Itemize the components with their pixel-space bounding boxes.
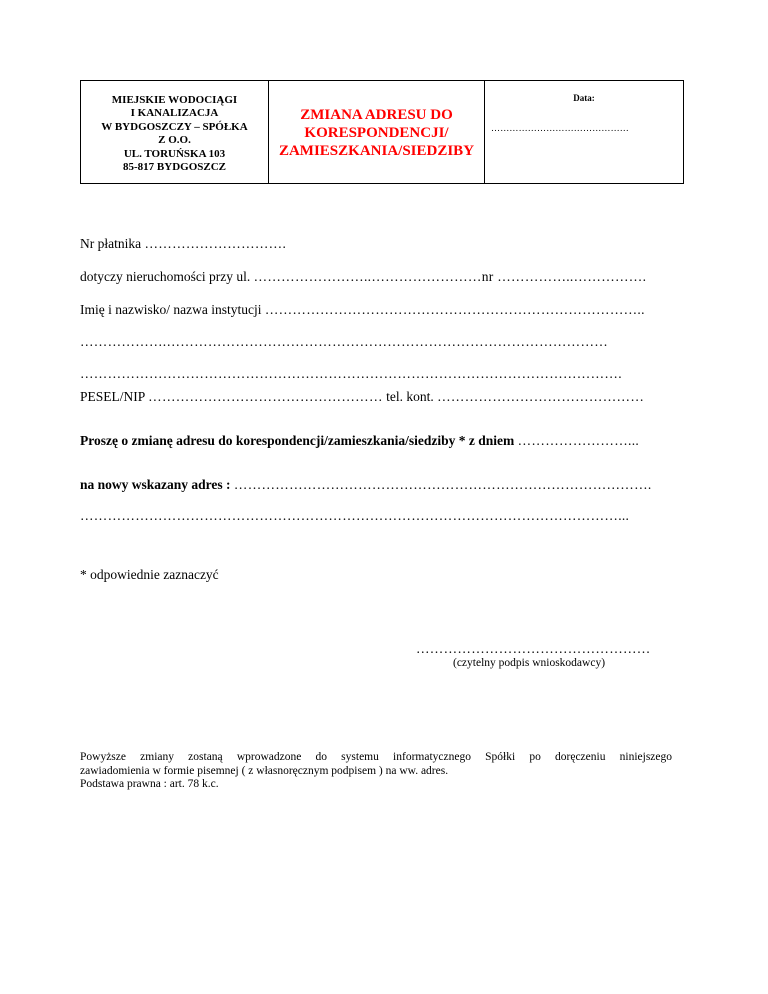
pesel-label: PESEL/NIP bbox=[80, 389, 145, 404]
company-info bbox=[81, 81, 269, 183]
date-cell bbox=[485, 81, 683, 183]
footer-note bbox=[80, 751, 672, 792]
payer-label: Nr płatnika bbox=[80, 236, 142, 251]
new-address-row bbox=[80, 477, 652, 493]
extra-line-2[interactable] bbox=[80, 366, 622, 382]
company-line: MIEJSKIE WODOCIĄGI bbox=[111, 93, 238, 106]
request-row bbox=[80, 433, 639, 449]
payer-row bbox=[80, 236, 286, 252]
phone-field[interactable]: ……………………………………… bbox=[437, 389, 645, 404]
name-field[interactable]: ……………………………………………………………………….. bbox=[264, 302, 645, 317]
phone-label: tel. kont. bbox=[386, 389, 434, 404]
title-line: ZAMIESZKANIA/SIEDZIBY bbox=[278, 143, 475, 159]
note bbox=[80, 567, 219, 583]
property-label: dotyczy nieruchomości przy ul. bbox=[80, 269, 251, 284]
request-date-field[interactable]: ……………………... bbox=[517, 433, 640, 448]
pesel-row bbox=[80, 389, 644, 405]
note-text: * odpowiednie zaznaczyć bbox=[80, 567, 219, 582]
title-line: KORESPONDENCJI/ bbox=[304, 125, 449, 141]
company-line: W BYDGOSZCZY – SPÓŁKA bbox=[101, 120, 248, 133]
signature-caption: (czytelny podpis wnioskodawcy) bbox=[453, 657, 606, 669]
footer-line: Powyższe zmiany zostaną wprowadzone do systemu informatycznego Spółki po doręczeniu niniejszego bbox=[80, 751, 672, 763]
footer-line: Podstawa prawna : art. 78 k.c. bbox=[80, 778, 219, 790]
footer-line: zawiadomienia w formie pisemnej ( z własnoręcznym podpisem ) na ww. adres. bbox=[80, 764, 449, 777]
extra-field-1[interactable]: ……………….…………………………………………………………………………………… bbox=[80, 334, 609, 349]
property-row bbox=[80, 269, 646, 285]
company-line: I KANALIZACJA bbox=[130, 107, 219, 119]
title-line: ZMIANA ADRESU DO bbox=[300, 107, 453, 123]
pesel-field[interactable]: …………………………………………… bbox=[148, 389, 383, 404]
new-address-field-2[interactable]: ………………………………………………………………………………………………………... bbox=[80, 508, 630, 523]
extra-line-1[interactable] bbox=[80, 334, 608, 350]
company-line: 85-817 BYDGOSZCZ bbox=[123, 161, 226, 173]
request-text: Proszę o zmianę adresu do korespondencji/zamieszkania/siedziby * z dniem bbox=[80, 433, 515, 448]
name-label: Imię i nazwisko/ nazwa instytucji bbox=[80, 302, 262, 317]
extra-field-2[interactable]: ………………………………………………………………………………………………………. bbox=[80, 366, 622, 381]
company-line: Z O.O. bbox=[158, 134, 191, 146]
name-row bbox=[80, 302, 645, 318]
header-table bbox=[80, 80, 684, 184]
date-label: Data: bbox=[573, 93, 595, 103]
company-line: UL. TORUŃSKA 103 bbox=[123, 147, 226, 160]
form-title bbox=[269, 81, 485, 183]
signature-field[interactable]: …………………………………………… bbox=[416, 641, 651, 656]
date-field[interactable]: ……………………………………… bbox=[491, 123, 629, 133]
new-address-field[interactable]: ………………………………………………………………………………. bbox=[233, 477, 652, 492]
payer-field[interactable]: …………………………. bbox=[144, 236, 287, 251]
new-address-line-2[interactable] bbox=[80, 508, 629, 524]
new-address-label: na nowy wskazany adres : bbox=[80, 477, 231, 492]
property-field[interactable]: ……………………..……………………nr ……………..……………. bbox=[253, 269, 647, 284]
